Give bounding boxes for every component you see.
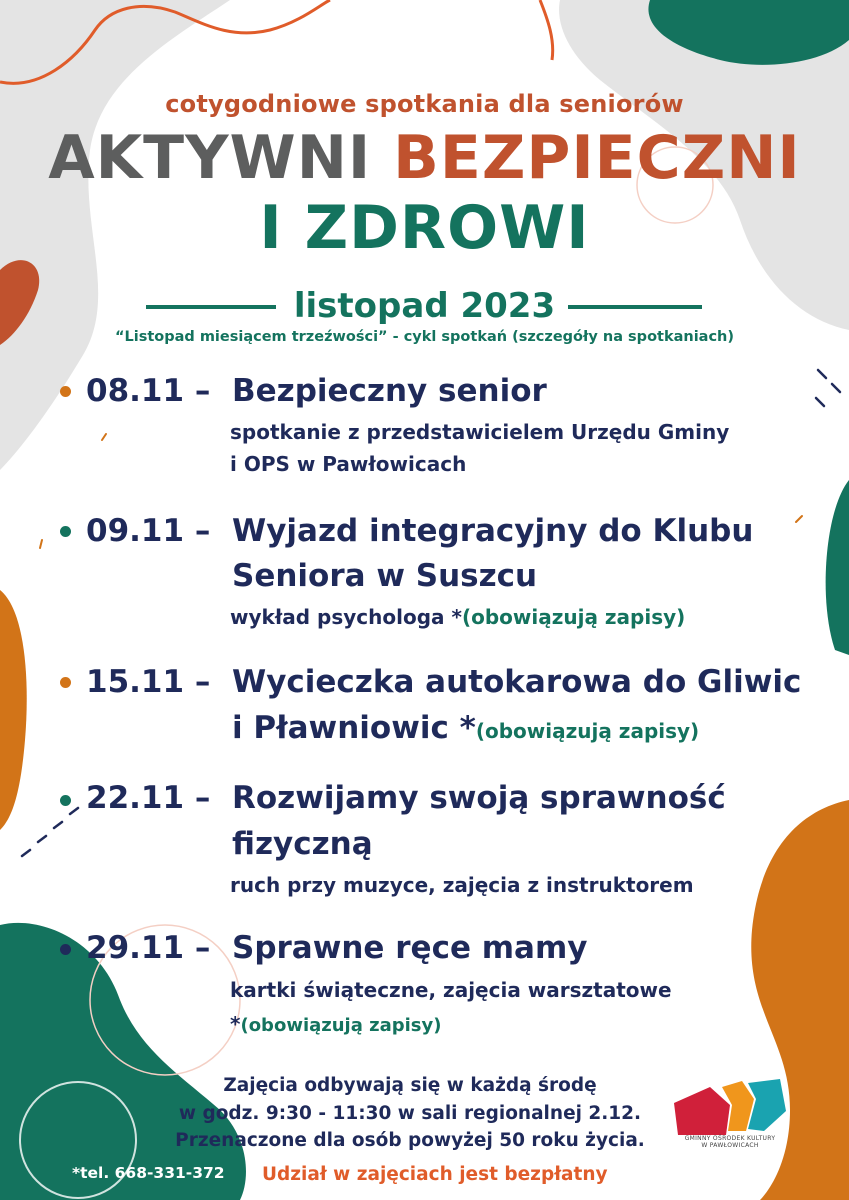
event-description: kartki świąteczne, zajęcia warsztatowe <box>230 978 672 1002</box>
footer-line: w godz. 9:30 - 11:30 w sali regionalnej 2.12. <box>178 1103 642 1124</box>
title-word-aktywni: AKTYWNI <box>48 123 372 193</box>
event-title: Rozwijamy swoją sprawność <box>232 780 726 816</box>
event-title: fizyczną <box>232 826 373 862</box>
free-participation-note: Udział w zajęciach jest bezpłatny <box>262 1164 608 1185</box>
title-word-bezpieczni: BEZPIECZNI <box>393 123 801 193</box>
bullet-dot <box>60 677 71 688</box>
event-title: Sprawne ręce mamy <box>232 930 588 966</box>
bullet-dot <box>60 386 71 397</box>
orange-blob-left <box>0 590 27 830</box>
event-date: 08.11 – <box>86 373 211 409</box>
footer-line: Zajęcia odbywają się w każdą środę <box>223 1075 597 1096</box>
event-title: Seniora w Suszcu <box>232 558 538 594</box>
event-date: 29.11 – <box>86 930 211 966</box>
event-title: Wycieczka autokarowa do Gliwic <box>232 664 802 700</box>
month-divider-right <box>568 305 702 309</box>
bullet-dot <box>60 795 71 806</box>
event-date: 22.11 – <box>86 780 211 816</box>
footer-line: Przenaczone dla osób powyżej 50 roku życia. <box>175 1130 645 1151</box>
event-description-text: * <box>230 1012 241 1036</box>
logo-teal-shape <box>748 1079 786 1131</box>
signup-note: (obowiązują zapisy) <box>475 719 700 743</box>
month-label: listopad 2023 <box>293 286 556 326</box>
signup-note: (obowiązują zapisy) <box>461 605 686 629</box>
event-description-text: wykład psychologa * <box>230 605 462 629</box>
event-description <box>230 1012 441 1037</box>
event-title: Bezpieczny senior <box>232 373 547 409</box>
event-title-line2 <box>232 710 699 747</box>
event-description <box>230 605 685 629</box>
bullet-dot <box>60 944 71 955</box>
event-description: ruch przy muzyce, zajęcia z instruktorem <box>230 873 694 897</box>
event-title-text: i Pławniowic * <box>232 710 476 746</box>
logo-text <box>672 1136 788 1149</box>
logo-text-line2: W PAWŁOWICACH <box>701 1141 759 1149</box>
bullet-dot <box>60 526 71 537</box>
event-date: 09.11 – <box>86 513 211 549</box>
logo-text-line1: GMINNY OŚRODEK KULTURY <box>684 1135 776 1142</box>
goк-logo <box>668 1075 790 1165</box>
orange-wave-right <box>540 0 553 60</box>
event-date: 15.11 – <box>86 664 211 700</box>
event-description: spotkanie z przedstawicielem Urzędu Gminy <box>230 420 730 444</box>
subtitle: cotygodniowe spotkania dla seniorów <box>165 90 684 118</box>
logo-red-shape <box>674 1087 730 1135</box>
dashes-right <box>816 370 840 406</box>
phone-number: *tel. 668-331-372 <box>72 1164 225 1182</box>
event-title: Wyjazd integracyjny do Klubu <box>232 513 754 549</box>
cycle-note: “Listopad miesiącem trzeźwości” - cykl spotkań (szczegóły na spotkaniach) <box>114 329 735 345</box>
event-description: i OPS w Pawłowicach <box>230 452 467 476</box>
main-title-line2: I ZDROWI <box>259 193 590 263</box>
main-title-line1 <box>0 123 849 193</box>
green-blob-right <box>826 480 849 655</box>
signup-note: (obowiązują zapisy) <box>240 1015 442 1036</box>
dashes-left <box>22 808 78 856</box>
